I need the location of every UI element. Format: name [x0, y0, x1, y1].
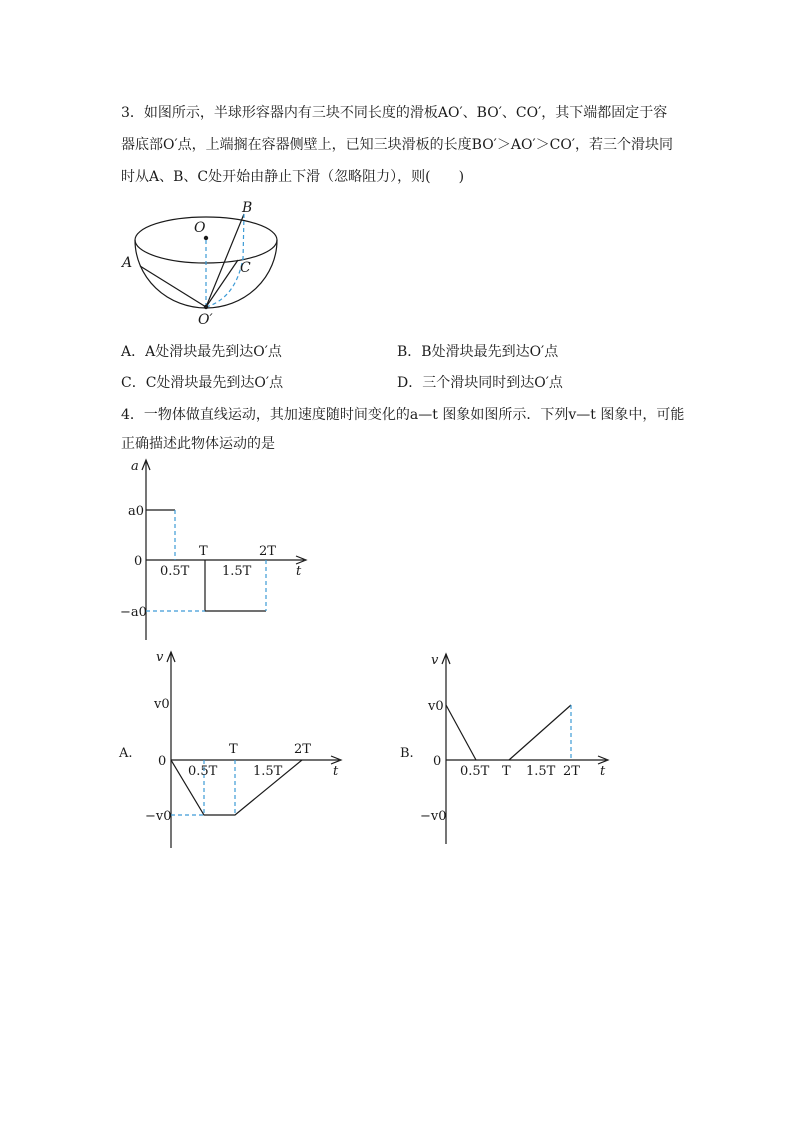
graph-b-origin: 0 — [433, 754, 442, 769]
graph-b-option-label: B. — [400, 746, 414, 761]
graph-a-tick-1-5t: 1.5T — [253, 764, 283, 779]
q3-line-1: 3．如图所示，半球形容器内有三块不同长度的滑板AO′、BO′、CO′，其下端都固定于容 — [121, 105, 668, 121]
graph-b-tick-1-5t: 1.5T — [526, 764, 556, 779]
graph-a-x-label: t — [333, 764, 339, 779]
graph-a-tick-t: T — [229, 742, 238, 757]
at-tick-2t: 2T — [259, 544, 276, 559]
q3-option-d[interactable]: D．三个滑块同时到达O′点 — [397, 375, 563, 391]
graph-a-y-label: v — [156, 650, 164, 665]
at-tick-1-5t: 1.5T — [222, 564, 252, 579]
graph-a-tick-v0: v0 — [154, 697, 170, 712]
graph-a-tick-0-5t: 0.5T — [188, 764, 218, 779]
q3-line-2: 器底部O′点，上端搁在容器侧壁上，已知三块滑板的长度BO′＞AO′＞CO′，若三个滑块同 — [121, 137, 673, 153]
label-a: A — [122, 255, 133, 271]
q3-option-c[interactable]: C．C处滑块最先到达O′点 — [121, 375, 284, 391]
graph-b-segment-2 — [509, 705, 571, 760]
graph-b-tick-2t: 2T — [563, 764, 580, 779]
at-y-label: a — [131, 459, 139, 474]
at-origin: 0 — [134, 554, 143, 569]
graph-a-origin: 0 — [158, 754, 167, 769]
at-tick-0-5t: 0.5T — [160, 564, 190, 579]
label-b: B — [242, 200, 253, 216]
label-o: O — [194, 220, 206, 236]
at-tick-a0: a0 — [128, 504, 145, 519]
q3-line-3: 时从A、B、C处开始由静止下滑（忽略阻力），则( ) — [121, 169, 465, 185]
graph-b-y-label: v — [431, 653, 439, 668]
label-o-prime: O′ — [198, 312, 213, 328]
at-x-label: t — [296, 564, 302, 579]
graph-b-x-label: t — [600, 764, 606, 779]
graph-b-tick-t: T — [502, 764, 511, 779]
at-tick-neg-a0: −a0 — [120, 605, 147, 620]
graph-b-tick-v0: v0 — [428, 699, 444, 714]
graph-a-tick-neg-v0: −v0 — [145, 809, 172, 824]
q4-line-2: 正确描述此物体运动的是 — [121, 436, 275, 452]
graph-a-option-label: A. — [119, 746, 133, 761]
graph-a-tick-2t: 2T — [294, 742, 311, 757]
graph-b-tick-0-5t: 0.5T — [460, 764, 490, 779]
label-c: C — [240, 260, 251, 276]
graph-b-segment-1 — [446, 705, 476, 760]
q4-line-1: 4．一物体做直线运动，其加速度随时间变化的a—t 图象如图所示．下列v—t 图象中，可能 — [121, 407, 685, 423]
graph-b-tick-neg-v0: −v0 — [420, 809, 447, 824]
at-tick-t: T — [199, 544, 208, 559]
q3-option-a[interactable]: A．A处滑块最先到达O′点 — [121, 344, 282, 360]
q3-option-b[interactable]: B．B处滑块最先到达O′点 — [397, 344, 559, 360]
